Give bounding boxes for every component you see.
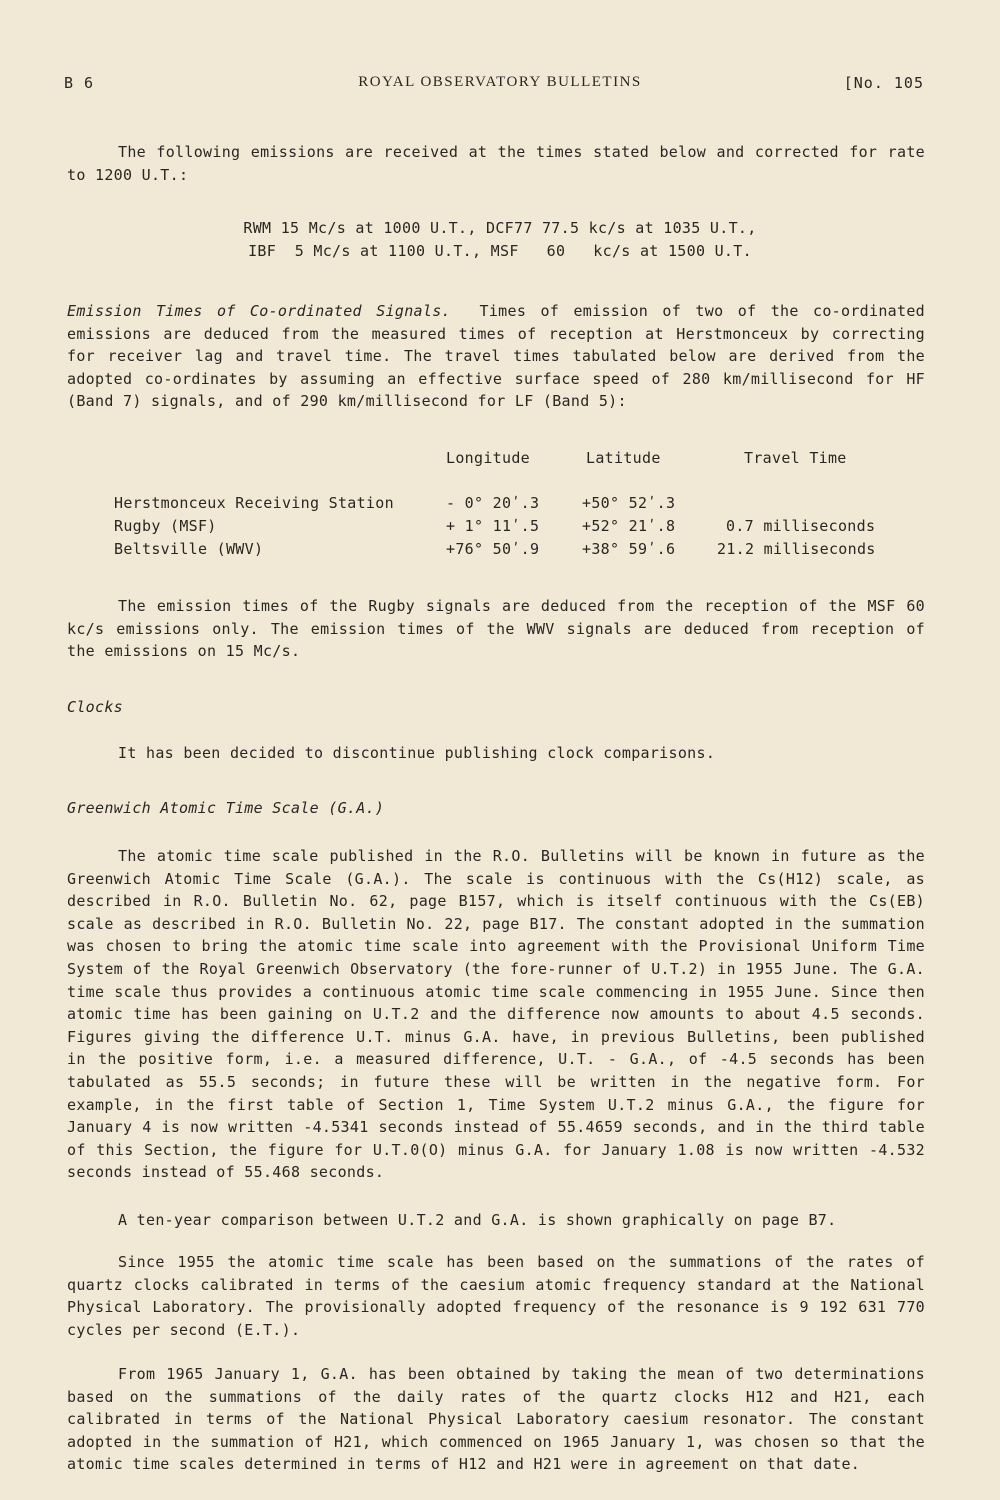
- table-row-latitude: +52° 21ʹ.8: [582, 517, 676, 535]
- table-row-latitude: +50° 52ʹ.3: [582, 494, 676, 512]
- emission-times-heading: Emission Times of Co-ordinated Signals.: [67, 302, 451, 320]
- clocks-paragraph: It has been decided to discontinue publishing clock comparisons.: [118, 744, 716, 762]
- col-header-latitude: Latitude: [586, 449, 661, 467]
- ga-paragraph-4: From 1965 January 1, G.A. has been obtained by taking the mean of two determinations based on the summations of the daily rates of the quartz clocks H12 and H21, each calibrated in terms of the National Physical Laboratory caesium resonator. The constant adopted in the summation of H21, which commenced on 1965 January 1, was chosen so that the atomic time scales determined in terms of H12 and H21 were in agreement on that date.: [67, 1365, 925, 1474]
- table-row-longitude: - 0° 20ʹ.3: [446, 494, 540, 512]
- ga-paragraph-2: A ten-year comparison between U.T.2 and G.A. is shown graphically on page B7.: [118, 1211, 837, 1229]
- emission-times-text: Times of emission of two of the co-ordinated emissions are deduced from the measured times of reception at Herstmonceux by correcting for receiver lag and travel time. The travel times tabulated below are derived from the adopted co-ordinates by assuming an effective surface speed of 280 km/millisecond for HF (Band 7) signals, and of 290 km/millisecond for LF (Band 5):: [67, 302, 925, 411]
- ga-paragraph-1: The atomic time scale published in the R.O. Bulletins will be known in future as the Greenwich Atomic Time Scale (G.A.). The scale is continuous with the Cs(H12) scale, as described in R.O. Bulletin No. 62, page B157, which is itself continuous with the Cs(EB) scale as described in R.O. Bulletin No. 22, page B17. The constant adopted in the summation was chosen to bring the atomic time scale into agreement with the Provisional Uniform Time System of the Royal Greenwich Observatory (the fore-runner of U.T.2) in 1955 June. The G.A. time scale thus provides a continuous atomic time scale commencing in 1955 June. Since then atomic time has been gaining on U.T.2 and the difference now amounts to about 4.5 seconds. Figures giving the difference U.T. minus G.A. have, in previous Bulletins, been published in the positive form, i.e. a measured difference, U.T. - G.A., of -4.5 seconds has been tabulated as 55.5 seconds; in future these will be written in the negative form. For example, in the first table of Section 1, Time System U.T.2 minus G.A., the figure for January 4 is now written -4.5341 seconds instead of 55.4659 seconds, and in the third table of this Section, the figure for U.T.0(O) minus G.A. for January 1.08 is now written -4.532 seconds instead of 55.468 seconds.: [67, 847, 925, 1182]
- table-row-longitude: +76° 50ʹ.9: [446, 540, 540, 558]
- page-number: B 6: [64, 74, 95, 92]
- rugby-paragraph: The emission times of the Rugby signals are deduced from the reception of the MSF 60 kc/s emissions only. The emission times of the WWV signals are deduced from reception of the emissions on 15 Mc/s.: [67, 597, 925, 661]
- emission-line-2: IBF 5 Mc/s at 1100 U.T., MSF 60 kc/s at 1500 U.T.: [248, 242, 752, 260]
- col-header-travel-time: Travel Time: [744, 449, 847, 467]
- col-header-longitude: Longitude: [446, 449, 530, 467]
- ga-paragraph-3: Since 1955 the atomic time scale has been based on the summations of the rates of quartz clocks calibrated in terms of the caesium atomic frequency standard at the National Physical Laboratory. The provisionally adopted frequency of the resonance is 9 192 631 770 cycles per second (E.T.).: [67, 1253, 925, 1339]
- emission-line-1: RWM 15 Mc/s at 1000 U.T., DCF77 77.5 kc/s at 1035 U.T.,: [243, 219, 757, 237]
- table-row-latitude: +38° 59ʹ.6: [582, 540, 676, 558]
- table-row-travel: 0.7 milliseconds: [726, 517, 876, 535]
- table-row-travel: 21.2 milliseconds: [717, 540, 876, 558]
- bulletin-number: [No. 105: [843, 74, 924, 92]
- table-row-station: Beltsville (WWV): [114, 540, 264, 558]
- ga-heading: Greenwich Atomic Time Scale (G.A.): [67, 799, 385, 817]
- table-row-station: Rugby (MSF): [114, 517, 217, 535]
- emission-times-paragraph: [67, 300, 925, 413]
- table-row-station: Herstmonceux Receiving Station: [114, 494, 394, 512]
- intro-paragraph: The following emissions are received at the times stated below and corrected for rate to 1200 U.T.:: [67, 143, 925, 184]
- table-row-longitude: + 1° 11ʹ.5: [446, 517, 540, 535]
- clocks-heading: Clocks: [67, 698, 123, 716]
- running-title: ROYAL OBSERVATORY BULLETINS: [358, 74, 642, 90]
